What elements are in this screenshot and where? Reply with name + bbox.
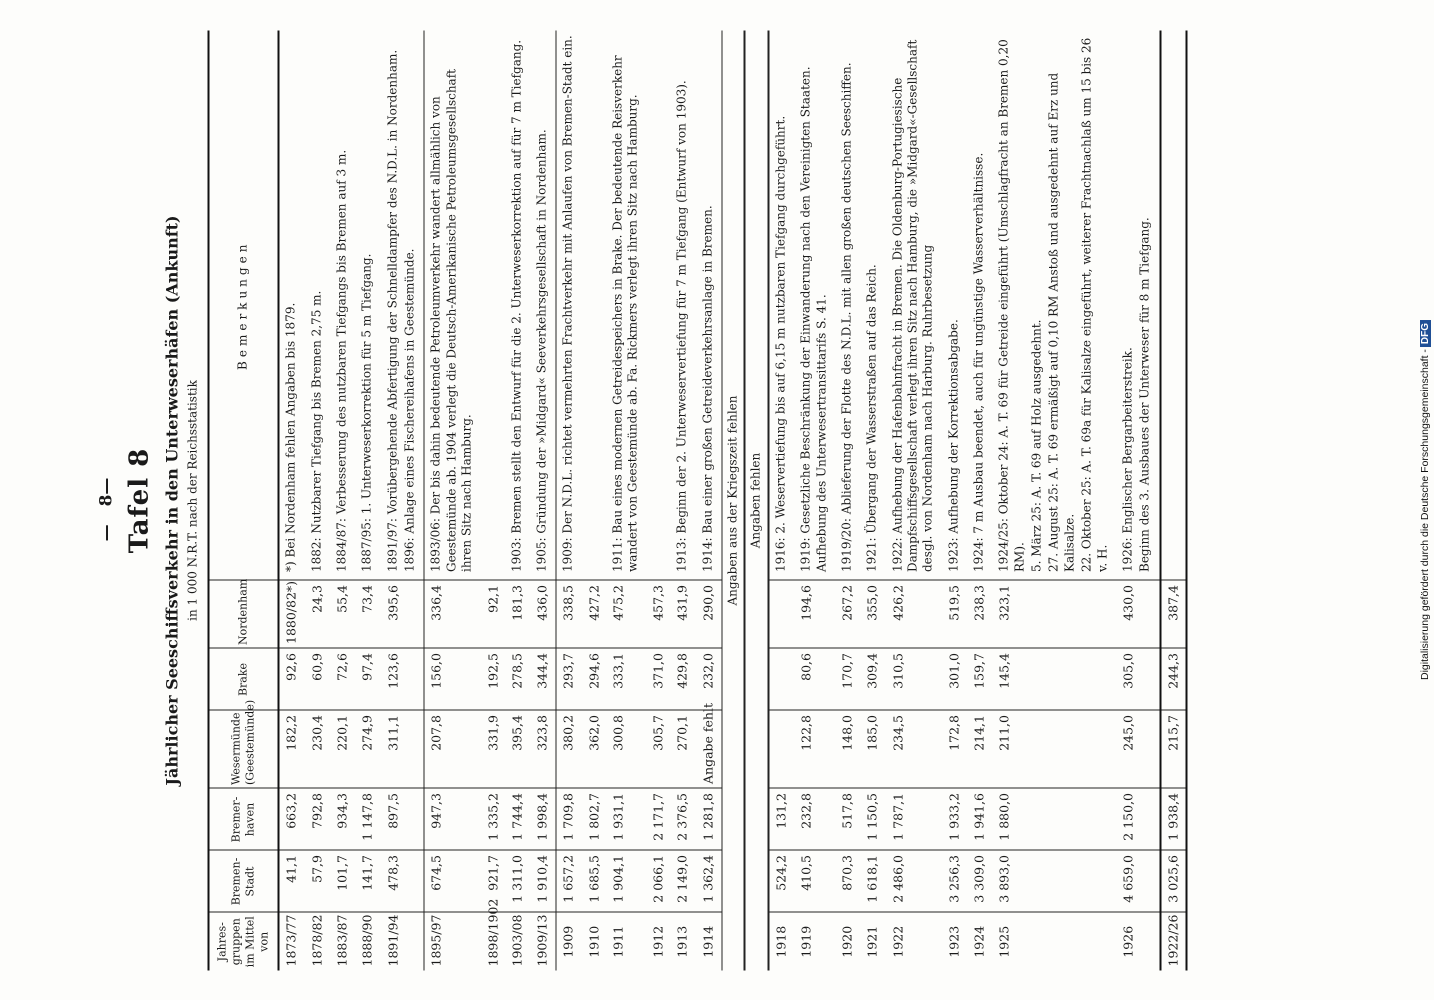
remark-cell	[305, 31, 330, 581]
value-cell: 194,6	[795, 581, 836, 649]
value-cell: 232,8	[795, 789, 836, 851]
table-subtitle: Jährlicher Seeschiffsverkehr in den Unterweserhäfen (Ankunft)	[162, 215, 182, 786]
remark-cell	[606, 31, 647, 581]
value-cell: 1 904,1	[606, 851, 647, 913]
table-row	[530, 31, 556, 971]
table-row	[886, 31, 942, 971]
value-cell: 2 171,7	[647, 789, 671, 851]
remark-line: 1922: Aufhebung der Hafenbahnfracht in Bremen. Die Oldenburg-Portugiesische Dampfschiffsgesellschaft verlegt ihren Sitz nach Hamburg, die »Midgard«-Gesellschaft desgl. von Nordenham nach Harburg. Ruhrbesetzung	[890, 39, 935, 572]
value-cell: 1 787,1	[886, 789, 942, 851]
remark-line: 1905: Gründung der »Midgard« Seeverkehrsgesellschaft in Nordenham.	[534, 129, 549, 572]
value-cell: 934,3	[331, 789, 356, 851]
value-cell: 1 941,6	[968, 789, 993, 851]
value-cell: 336,4	[424, 581, 481, 649]
page-number: —8—	[96, 459, 117, 542]
value-cell: 431,9	[671, 581, 696, 649]
value-cell: 300,8	[606, 711, 647, 789]
value-cell: 897,5	[381, 789, 424, 851]
remark-cell	[647, 31, 671, 581]
value-cell: 267,2	[835, 581, 860, 649]
remark-cell	[582, 31, 606, 581]
value-cell: 2 150,0	[1116, 789, 1160, 851]
remark-line: 1916: 2. Weservertiefung bis auf 6,15 m nutzbaren Tiefgang durchgeführt.	[773, 115, 788, 572]
value-cell: 159,7	[968, 649, 993, 711]
year-cell: 1918	[769, 913, 795, 971]
value-cell: 1 335,2	[481, 789, 505, 851]
value-cell: 3 256,3	[942, 851, 967, 913]
war-note-2: Angaben fehlen	[745, 31, 768, 971]
table-row	[305, 31, 330, 971]
value-cell: 1 744,4	[505, 789, 530, 851]
value-cell: 331,9	[481, 711, 505, 789]
remark-line: 1911: Bau eines modernen Getreidespeichers in Brake. Der bedeutende Reisverkehr wandert von Geestemünde ab. Fa. Rickmers verlegt ihren Sitz nach Hamburg.	[610, 55, 640, 572]
rotated-page	[95, 31, 1340, 971]
value-cell: 73,4	[356, 581, 381, 649]
remark-line: 22. Oktober 25: A. T. 69a für Kalisalze eingeführt, weiterer Frachtnachlaß um 15 bis 26 v. H.	[1079, 37, 1110, 572]
table-row	[835, 31, 860, 971]
remark-cell	[356, 31, 381, 581]
remark-cell	[505, 31, 530, 581]
remark-cell	[795, 31, 836, 581]
remark-cell	[279, 31, 305, 581]
value-cell: 338,5	[556, 581, 582, 649]
value-cell: 294,6	[582, 649, 606, 711]
remark-line: 1919/20: Ablieferung der Flotte des N.D.L. mit allen großen deutschen Seeschiffen.	[839, 62, 854, 572]
value-cell: 181,3	[505, 581, 530, 649]
value-cell: 1 938,4	[1160, 789, 1186, 851]
year-cell: 1891/94	[385, 914, 401, 967]
digitization-credit	[1419, 320, 1431, 680]
value-cell: 122,8	[795, 711, 836, 789]
remark-cell	[1116, 31, 1160, 581]
value-cell: 156,0	[424, 649, 481, 711]
value-cell: 430,0	[1116, 581, 1160, 649]
value-cell: 192,5	[481, 649, 505, 711]
value-cell: 457,3	[647, 581, 671, 649]
year-cell: 1921	[864, 925, 880, 958]
value-cell: 2 486,0	[886, 851, 942, 913]
year-cell: 1922/26	[1160, 913, 1186, 971]
value-cell: 1 880,0	[993, 789, 1117, 851]
table-row	[769, 31, 795, 971]
war-note-row	[722, 31, 769, 971]
summary-row	[1160, 31, 1186, 971]
table-row	[331, 31, 356, 971]
table-row	[1116, 31, 1160, 971]
value-cell: 380,2	[556, 711, 582, 789]
remark-cell	[556, 31, 582, 581]
year-cell: 1914	[700, 925, 716, 958]
remark-line: 1926: Englischer Bergarbeiterstreik.	[1120, 347, 1135, 572]
value-cell: 97,4	[356, 649, 381, 711]
remark-line: 1913: Beginn der 2. Unterweservertiefung für 7 m Tiefgang (Entwurf von 1903).	[674, 80, 689, 572]
remark-line: 1924: 7 m Ausbau beendet, auch für ungünstige Wasserverhältnisse.	[971, 152, 986, 572]
table-body	[279, 31, 1186, 971]
value-cell: 2 376,5	[671, 789, 696, 851]
remark-line: 1887/95: 1. Unterweserkorrektion für 5 m Tiefgang.	[359, 253, 374, 572]
remark-cell	[968, 31, 993, 581]
year-cell: 1878/82	[309, 914, 325, 967]
value-cell: 1 311,0	[505, 851, 530, 913]
year-cell: 1920	[839, 925, 855, 958]
value-cell: 478,3	[381, 851, 424, 913]
table-row	[968, 31, 993, 971]
value-cell: 238,3	[968, 581, 993, 649]
remark-line: Beginn des 3. Ausbaues der Unterweser für 8 m Tiefgang.	[1137, 217, 1152, 572]
year-cell: 1919	[798, 925, 814, 958]
value-cell: 274,9	[356, 711, 381, 789]
value-cell: 2 149,0	[671, 851, 696, 913]
remark-cell	[769, 31, 795, 581]
value-cell: 244,3	[1160, 649, 1186, 711]
source-line: in 1 000 N.R.T. nach der Reichsstatistik	[185, 380, 200, 621]
header-cell: Nordenham	[209, 581, 279, 649]
value-cell: 207,8	[424, 711, 481, 789]
year-cell: 1923	[946, 925, 962, 958]
year-cell: 1925	[996, 925, 1012, 958]
remark-line: 1891/97: Vorübergehende Abfertigung der Schnelldampfer des N.D.L. in Nordenham.	[385, 49, 400, 572]
page-number-value: 8	[96, 494, 117, 507]
year-cell: 1909	[556, 913, 582, 971]
value-cell: 211,0	[993, 711, 1117, 789]
value-cell: 4 659,0	[1116, 851, 1160, 913]
value-cell: 362,0	[582, 711, 606, 789]
remark-cell	[481, 31, 505, 581]
value-cell: 395,6	[381, 581, 424, 649]
value-cell: 3 025,6	[1160, 851, 1186, 913]
remark-cell	[696, 31, 721, 581]
value-cell: 429,8	[671, 649, 696, 711]
value-cell	[769, 581, 795, 649]
value-cell: 355,0	[861, 581, 886, 649]
value-cell: Angabe fehlt	[696, 711, 721, 789]
remark-cell	[861, 31, 886, 581]
value-cell: 172,8	[942, 711, 967, 789]
value-cell: 1 709,8	[556, 789, 582, 851]
remark-line: 5. März 25: A. T. 69 auf Holz ausgedehnt.	[1029, 319, 1044, 572]
value-cell: 148,0	[835, 711, 860, 789]
value-cell	[769, 649, 795, 711]
value-cell: 1880/82*)	[279, 581, 305, 649]
value-cell: 792,8	[305, 789, 330, 851]
value-cell: 185,0	[861, 711, 886, 789]
table-row	[861, 31, 886, 971]
table-row	[424, 31, 481, 971]
value-cell: 309,4	[861, 649, 886, 711]
table-row	[942, 31, 967, 971]
remark-line: 1882: Nutzbarer Tiefgang bis Bremen 2,75 m.	[309, 290, 324, 572]
dfg-logo: DFG	[1420, 320, 1431, 347]
remark-line: *) Bei Nordenham fehlen Angaben bis 1879.	[283, 302, 298, 572]
value-cell: 293,7	[556, 649, 582, 711]
table-row	[696, 31, 721, 971]
value-cell: 2 066,1	[647, 851, 671, 913]
table-row	[671, 31, 696, 971]
value-cell: 3 893,0	[993, 851, 1117, 913]
value-cell: 333,1	[606, 649, 647, 711]
value-cell: 663,2	[279, 789, 305, 851]
table-row	[505, 31, 530, 971]
value-cell: 427,2	[582, 581, 606, 649]
value-cell: 41,1	[279, 851, 305, 913]
year-cell: 1910	[586, 925, 602, 958]
value-cell: 92,1	[481, 581, 505, 649]
remark-cell	[381, 31, 424, 581]
value-cell: 519,5	[942, 581, 967, 649]
value-cell: 921,7	[481, 851, 505, 913]
table-row	[647, 31, 671, 971]
value-cell: 1 618,1	[861, 851, 886, 913]
value-cell: 24,3	[305, 581, 330, 649]
value-cell: 72,6	[331, 649, 356, 711]
value-cell: 230,4	[305, 711, 330, 789]
table-title: Tafel 8	[124, 447, 155, 554]
value-cell: 141,7	[356, 851, 381, 913]
value-cell: 145,4	[993, 649, 1117, 711]
remark-line: 1924/25: Oktober 24: A. T. 69 für Getreide eingeführt (Umschlagfracht an Bremen 0,20 RM).	[996, 39, 1027, 572]
header-cell: Jahres-gruppen im Mittel von	[209, 913, 279, 971]
remark-cell	[835, 31, 860, 581]
value-cell: 232,0	[696, 649, 721, 711]
value-cell: 1 657,2	[556, 851, 582, 913]
value-cell: 220,1	[331, 711, 356, 789]
year-cell: 1924	[971, 925, 987, 958]
traffic-table	[208, 31, 1188, 971]
year-cell: 1888/90	[359, 914, 375, 967]
remark-line: 1893/06: Der bis dahin bedeutende Petroleumverkehr wandert allmählich von Geestemünde ab. 1904 verlegt die Deutsch-Amerikanische Petroleumsgesellschaft ihren Sitz nach Hamburg.	[428, 69, 474, 572]
year-cell: 1903/08	[509, 914, 525, 967]
value-cell: 245,0	[1116, 711, 1160, 789]
header-cell: Brake	[209, 649, 279, 711]
remark-cell	[993, 31, 1117, 581]
value-cell: 323,1	[993, 581, 1117, 649]
value-cell: 436,0	[530, 581, 556, 649]
header-cell: Bremer-haven	[209, 789, 279, 851]
value-cell: 1 685,5	[582, 851, 606, 913]
year-cell: 1883/87	[334, 914, 350, 967]
value-cell: 92,6	[279, 649, 305, 711]
remark-cell	[424, 31, 481, 581]
remark-cell	[671, 31, 696, 581]
value-cell: 1 150,5	[861, 789, 886, 851]
remark-cell	[331, 31, 356, 581]
value-cell: 674,5	[424, 851, 481, 913]
table-row	[279, 31, 305, 971]
value-cell: 123,6	[381, 649, 424, 711]
year-cell: 1909/13	[534, 914, 550, 967]
remark-line: 1884/87: Verbesserung des nutzbaren Tiefgangs bis Bremen auf 3 m.	[334, 149, 349, 572]
year-cell: 1922	[890, 925, 906, 958]
table-row	[993, 31, 1117, 971]
value-cell: 101,7	[331, 851, 356, 913]
value-cell: 1 933,2	[942, 789, 967, 851]
value-cell: 395,4	[505, 711, 530, 789]
value-cell: 310,5	[886, 649, 942, 711]
table-row	[556, 31, 582, 971]
header-cell: Wesermünde (Geestemünde)	[209, 711, 279, 789]
value-cell: 387,4	[1160, 581, 1186, 649]
value-cell: 1 931,1	[606, 789, 647, 851]
value-cell: 305,7	[647, 711, 671, 789]
value-cell: 1 362,4	[696, 851, 721, 913]
value-cell: 475,2	[606, 581, 647, 649]
value-cell: 344,4	[530, 649, 556, 711]
value-cell: 1 998,4	[530, 789, 556, 851]
value-cell: 270,1	[671, 711, 696, 789]
value-cell: 1 147,8	[356, 789, 381, 851]
credit-text: Digitalisierung gefördert durch die Deutsche Forschungsgemeinschaft -	[1419, 349, 1431, 681]
remark-line: 1919: Gesetzliche Beschränkung der Einwanderung nach den Vereinigten Staaten. Aufhebung des Unterwesertransittarifs S. 41.	[798, 66, 828, 572]
remark-line: 1923: Aufhebung der Korrektionsabgabe.	[946, 319, 961, 572]
value-cell: 1 802,7	[582, 789, 606, 851]
year-cell: 1911	[610, 925, 626, 958]
header-cell: Bemerkungen	[209, 31, 279, 581]
value-cell: 182,2	[279, 711, 305, 789]
value-cell: 290,0	[696, 581, 721, 649]
table-row	[381, 31, 424, 971]
remark-line: 27. August 25: A. T. 69 ermäßigt auf 0,10 RM Anstoß und ausgedehnt auf Erz und Kalisalze.	[1046, 72, 1077, 572]
table-row	[606, 31, 647, 971]
value-cell: 517,8	[835, 789, 860, 851]
value-cell: 311,1	[381, 711, 424, 789]
table-row	[582, 31, 606, 971]
value-cell: 1 281,8	[696, 789, 721, 851]
value-cell: 80,6	[795, 649, 836, 711]
remark-cell	[530, 31, 556, 581]
war-note-cell	[722, 31, 769, 971]
table-row	[795, 31, 836, 971]
value-cell: 524,2	[769, 851, 795, 913]
year-cell: 1913	[674, 925, 690, 958]
value-cell: 234,5	[886, 711, 942, 789]
value-cell: 278,5	[505, 649, 530, 711]
value-cell: 214,1	[968, 711, 993, 789]
remark-line: 1914: Bau einer großen Getreideverkehrsanlage in Bremen.	[700, 205, 715, 572]
value-cell: 870,3	[835, 851, 860, 913]
value-cell: 215,7	[1160, 711, 1186, 789]
remark-line: 1896: Anlage eines Fischereihafens in Geestemünde.	[402, 248, 417, 572]
remark-line: 1903: Bremen stellt den Entwurf für die 2. Unterweserkorrektion auf für 7 m Tiefgang.	[509, 39, 524, 572]
value-cell: 301,0	[942, 649, 967, 711]
remark-cell	[1160, 31, 1186, 581]
year-cell: 1912	[650, 925, 666, 958]
remark-cell	[886, 31, 942, 581]
remark-cell	[942, 31, 967, 581]
year-cell: 1895/97	[424, 913, 481, 971]
value-cell: 426,2	[886, 581, 942, 649]
year-cell: 1898/1902	[485, 898, 501, 967]
header-row	[209, 31, 279, 971]
value-cell: 60,9	[305, 649, 330, 711]
value-cell: 3 309,0	[968, 851, 993, 913]
value-cell: 323,8	[530, 711, 556, 789]
header-cell: Bremen-Stadt	[209, 851, 279, 913]
table-row	[481, 31, 505, 971]
remark-line: 1909: Der N.D.L. richtet vermehrten Frachtverkehr mit Anlaufen von Bremen-Stadt ein.	[560, 35, 575, 572]
value-cell	[769, 711, 795, 789]
value-cell: 410,5	[795, 851, 836, 913]
value-cell: 305,0	[1116, 649, 1160, 711]
remark-line: 1921: Übergang der Wasserstraßen auf das Reich.	[864, 264, 879, 572]
value-cell: 57,9	[305, 851, 330, 913]
value-cell: 131,2	[769, 789, 795, 851]
value-cell: 1 910,4	[530, 851, 556, 913]
value-cell: 371,0	[647, 649, 671, 711]
value-cell: 170,7	[835, 649, 860, 711]
year-cell: 1873/77	[279, 913, 305, 971]
year-cell: 1926	[1120, 925, 1136, 958]
war-note: Angaben aus der Kriegszeit fehlen	[722, 31, 745, 971]
value-cell: 947,3	[424, 789, 481, 851]
value-cell: 55,4	[331, 581, 356, 649]
table-row	[356, 31, 381, 971]
